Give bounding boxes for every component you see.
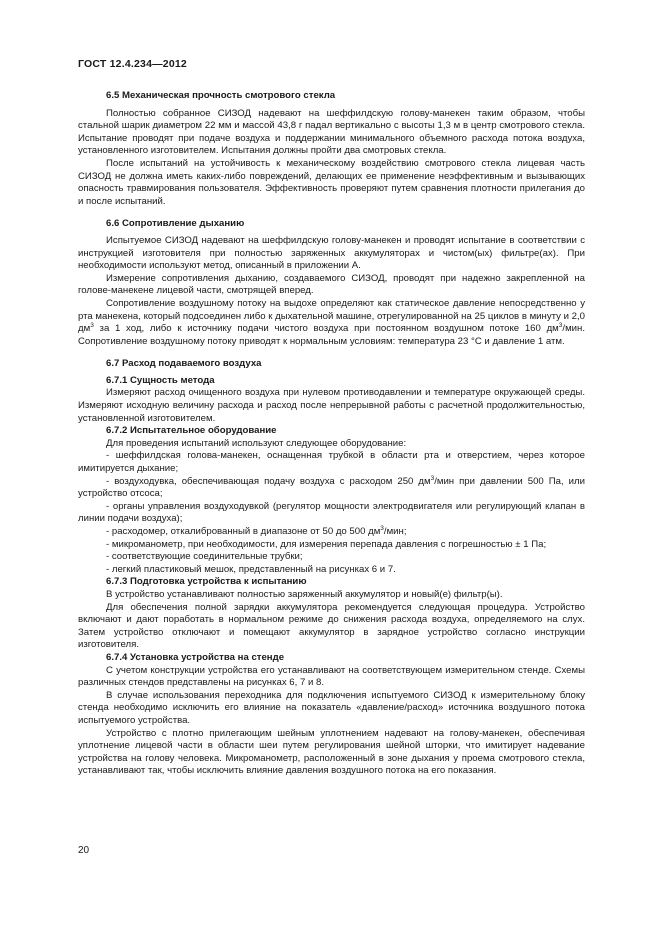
list-item: - микроманометр, при необходимости, для измерения перепада давления с погрешностью ± 1 Па; [106, 538, 547, 550]
section-6-7-4-title: 6.7.4 Установка устройства на стенде [106, 651, 285, 663]
paragraph: В случае использования переходника для подключения испытуемого СИЗОД к измерительному блоку стенда необходимо исключить его влияние на показатель «давление/расход» источника воздушного потока испытуемого устройства. [78, 689, 585, 726]
paragraph: Для проведения испытаний используют следующее оборудование: [106, 437, 407, 449]
superscript: 3 [430, 474, 435, 482]
paragraph: Измеряют расход очищенного воздуха при нулевом противодавлении и температуре окружающей среды. Измеряют исходную величину расхода и расход после непрерывной работы с расчетной продолжительностью, установленной изготовителем. [78, 387, 585, 424]
paragraph: После испытаний на устойчивость к механическому воздействию смотрового стекла лицевая часть СИЗОД не должна иметь каких-либо повреждений, делающих ее применение неэффективным и вызывающих опасность травмирования пользователя. Эффективность проверяют путем сравнения плотности прилегания до и после испытаний. [78, 157, 585, 207]
section-6-6-title: 6.6 Сопротивление дыханию [106, 218, 245, 230]
page-number: 20 [78, 845, 90, 856]
document-body [78, 90, 585, 778]
list-item: - легкий пластиковый мешок, представленный на рисунках 6 и 7. [106, 563, 396, 575]
paragraph: С учетом конструкции устройства его устанавливают на соответствующем измерительном стенде. Схемы различных стендов представлены на рисунках 6, 7 и 8. [78, 664, 585, 689]
paragraph: Устройство с плотно прилегающим шейным уплотнением надевают на голову-манекен, обеспечивая уплотнение лицевой части в области шеи путем регулирования шейной шторки, что имитирует надевание устройства на голову человека. Микроманометр, расположенный в зоне дыхания у проема смотрового стекла, устанавливают так, чтобы исключить влияние давления воздушного потока на его показания. [78, 727, 585, 777]
list-item: - расходомер, откалиброванный в диапазоне от 50 до 500 $дм^3$/мин; [106, 525, 407, 537]
paragraph: Для обеспечения полной зарядки аккумулятора рекомендуется следующая процедура. Устройство включают и дают поработать в нормальном режиме до снижения расхода воздуха, определяемого на слух. Затем устройство отключают и помещают аккумулятор в зарядное устройство согласно инструкции изготовителя. [78, 601, 585, 651]
section-6-7-3-title: 6.7.3 Подготовка устройства к испытанию [106, 576, 307, 588]
list-item: - воздуходувка, обеспечивающая подачу воздуха с расходом 250 $дм^3$/мин при давлении 500 Па, или устройство отсоса; [78, 474, 585, 500]
paragraph: Полностью собранное СИЗОД надевают на шеффилдскую голову-манекен таким образом, чтобы стальной шарик диаметром 22 мм и массой 43,8 г падал вертикально с высоты 1,3 м в центр смотрового стекла. Испытание проводят при подаче воздуха и поддержании минимального объемного расхода потока воздуха, установленного изготовителем. Испытания должны пройти два смотровых стекла. [78, 107, 585, 157]
list-item: - шеффилдская голова-манекен, оснащенная трубкой в области рта и отверстием, через которое имитируется дыхание; [78, 450, 585, 475]
paragraph: В устройство устанавливают полностью заряженный аккумулятор и новый(е) фильтр(ы). [106, 588, 503, 600]
list-item: - органы управления воздуходувкой (регулятор мощности электродвигателя или регулирующий клапан в линии подачи воздуха); [78, 500, 585, 525]
paragraph: Измерение сопротивления дыханию, создаваемого СИЗОД, проводят при надежно закрепленной на голове-манекене лицевой части, смотрящей вперед. [78, 272, 585, 297]
paragraph: Испытуемое СИЗОД надевают на шеффилдскую голову-манекен и проводят испытание в соответствии с инструкцией изготовителя при полностью заряженных аккумуляторах и чистом(ых) фильтре(ах). При необходимости используют метод, описанный в приложении А. [78, 234, 585, 272]
section-6-7-title: 6.7 Расход подаваемого воздуха [106, 358, 262, 370]
section-6-5-title: 6.5 Механическая прочность смотрового стекла [106, 90, 336, 101]
section-6-7-2-title: 6.7.2 Испытательное оборудование [106, 425, 277, 437]
document-header: ГОСТ 12.4.234—2012 [78, 58, 187, 70]
section-6-7-1-title: 6.7.1 Сущность метода [106, 374, 215, 386]
superscript: 3 [558, 322, 563, 330]
paragraph: Сопротивление воздушному потоку на выдохе определяют как статическое давление непосредственно у рта манекена, который подсоединен либо к дыхательной машине, отрегулированной на 25 циклов в минуту и 2,0 $дм^3$ за 1 ход, либо к источнику подачи чистого воздуха при постоянном воздушном потоке 160 $дм^3$/мин. Сопротивление воздушному потоку приводят к нормальным условиям: температура 23 °С и давление 1 атм. [78, 297, 585, 347]
list-item: - соответствующие соединительные трубки; [106, 551, 303, 563]
superscript: 3 [380, 525, 384, 532]
superscript: 3 [90, 322, 94, 330]
